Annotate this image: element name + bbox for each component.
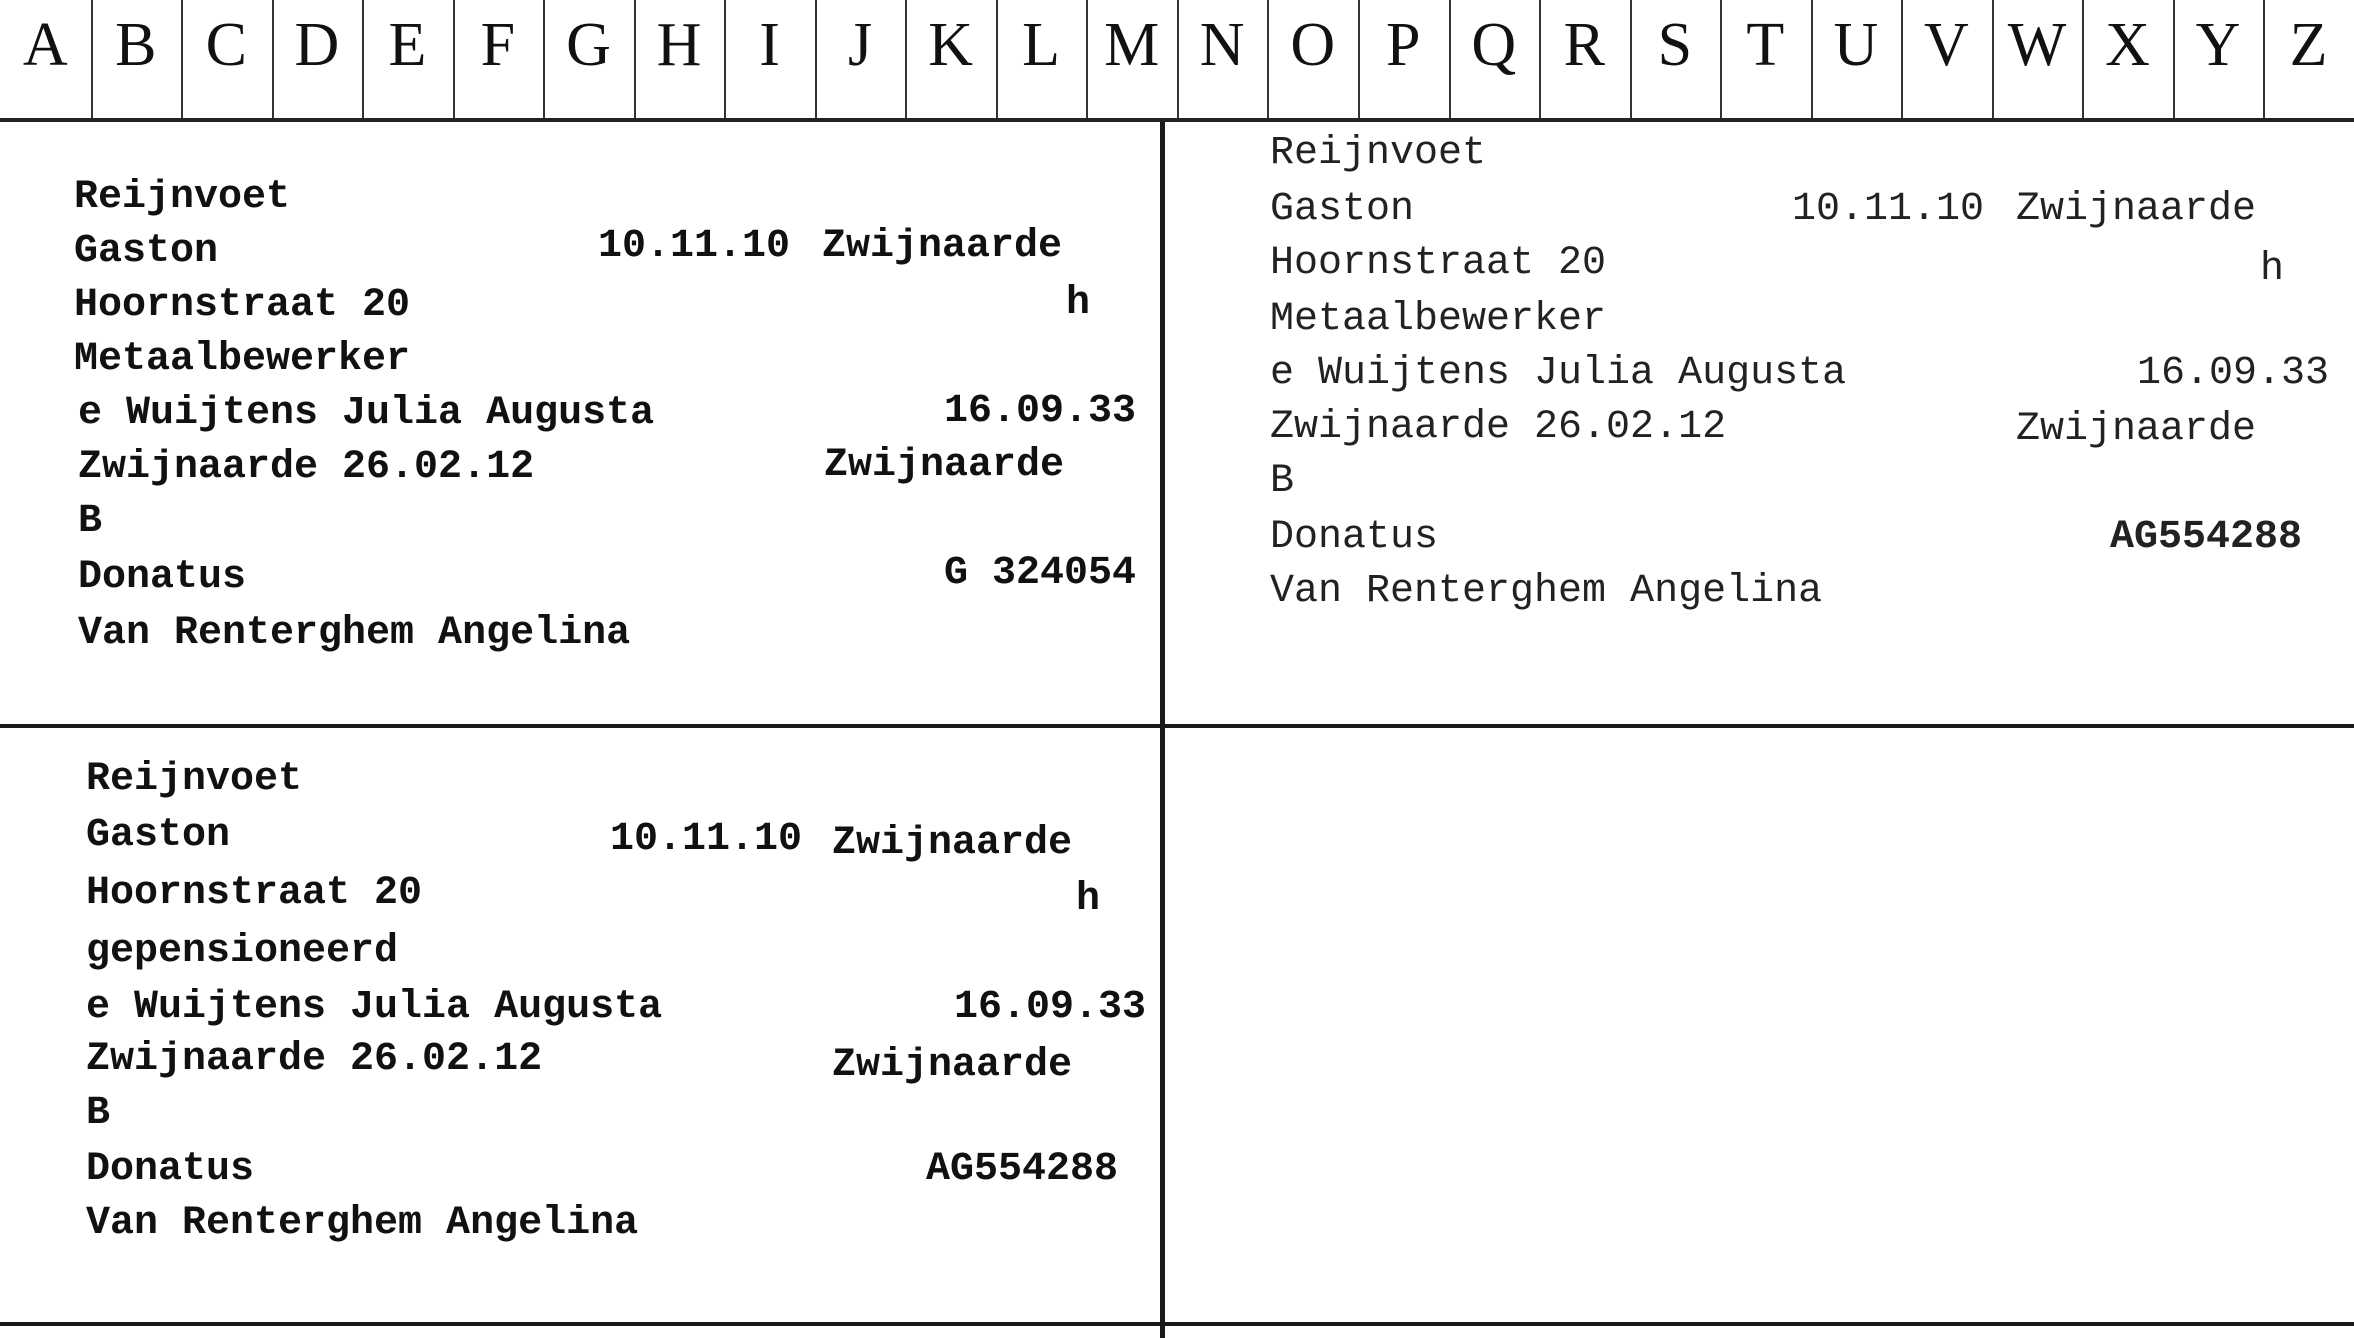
nationality: B	[86, 1091, 111, 1136]
index-letter: E	[362, 0, 453, 118]
index-letter: N	[1177, 0, 1268, 118]
index-letter: G	[543, 0, 634, 118]
alphabet-index-strip	[0, 0, 2354, 122]
index-letter: B	[91, 0, 182, 118]
marker: h	[1076, 877, 1101, 922]
surname: Reijnvoet	[1270, 131, 1487, 176]
card-bottom-divider	[0, 1322, 2354, 1326]
index-letter: Q	[1449, 0, 1540, 118]
index-letter: J	[815, 0, 906, 118]
father: Donatus	[86, 1147, 255, 1192]
marriage-date: 16.09.33	[954, 985, 1147, 1030]
mother: Van Renterghem Angelina	[1270, 569, 1823, 614]
marriage-place: Zwijnaarde	[832, 1043, 1073, 1088]
index-letter: L	[996, 0, 1087, 118]
nationality: B	[78, 499, 103, 544]
index-letter: F	[453, 0, 544, 118]
index-letter: A	[22, 11, 68, 79]
marker: h	[2260, 247, 2285, 292]
spouse-birth: Zwijnaarde 26.02.12	[1270, 405, 1727, 450]
address: Hoornstraat 20	[86, 871, 423, 916]
index-letter: T	[1720, 0, 1811, 118]
index-letter: C	[181, 0, 272, 118]
surname: Reijnvoet	[74, 175, 291, 220]
occupation: gepensioneerd	[86, 929, 399, 974]
address: Hoornstraat 20	[1270, 241, 1607, 286]
index-letter: V	[1901, 0, 1992, 118]
spouse: e Wuijtens Julia Augusta	[1270, 351, 1847, 396]
record-card-2	[1165, 126, 2354, 722]
father: Donatus	[78, 555, 247, 600]
occupation: Metaalbewerker	[74, 337, 411, 382]
marker: h	[1066, 281, 1091, 326]
index-letter: P	[1358, 0, 1449, 118]
father: Donatus	[1270, 515, 1439, 560]
spouse-birth: Zwijnaarde 26.02.12	[86, 1037, 543, 1082]
index-letter: M	[1086, 0, 1177, 118]
index-letter: D	[272, 0, 363, 118]
spouse-birth: Zwijnaarde 26.02.12	[78, 445, 535, 490]
mother: Van Renterghem Angelina	[78, 611, 631, 656]
spouse: e Wuijtens Julia Augusta	[78, 391, 655, 436]
birth-place: Zwijnaarde	[822, 224, 1063, 269]
index-letter: X	[2082, 0, 2173, 118]
index-letter: S	[1630, 0, 1721, 118]
marriage-place: Zwijnaarde	[2016, 407, 2257, 452]
first-name: Gaston	[1270, 187, 1415, 232]
marriage-date: 16.09.33	[944, 389, 1137, 434]
index-letter: K	[905, 0, 996, 118]
index-letter: H	[634, 0, 725, 118]
id-number: AG554288	[926, 1147, 1119, 1192]
index-letter: W	[1992, 0, 2083, 118]
record-card-1	[0, 126, 1158, 722]
mother: Van Renterghem Angelina	[86, 1201, 639, 1246]
surname: Reijnvoet	[86, 757, 303, 802]
index-letter: Z	[2263, 0, 2354, 118]
nationality: B	[1270, 459, 1295, 504]
birth-place: Zwijnaarde	[832, 821, 1073, 866]
first-name: Gaston	[74, 229, 219, 274]
id-number: AG554288	[2110, 515, 2303, 560]
index-letter: O	[1267, 0, 1358, 118]
birth-date: 10.11.10	[1792, 187, 1985, 232]
birth-date: 10.11.10	[610, 817, 803, 862]
birth-place: Zwijnaarde	[2016, 187, 2257, 232]
index-letter: I	[724, 0, 815, 118]
address: Hoornstraat 20	[74, 283, 411, 328]
first-name: Gaston	[86, 813, 231, 858]
occupation: Metaalbewerker	[1270, 297, 1607, 342]
record-card-3	[0, 728, 1158, 1322]
spouse: e Wuijtens Julia Augusta	[86, 985, 663, 1030]
index-letter: Y	[2173, 0, 2264, 118]
index-letter: U	[1811, 0, 1902, 118]
birth-date: 10.11.10	[598, 224, 791, 269]
index-letter: R	[1539, 0, 1630, 118]
marriage-date: 16.09.33	[2137, 351, 2330, 396]
id-number: G 324054	[944, 551, 1137, 596]
marriage-place: Zwijnaarde	[824, 443, 1065, 488]
